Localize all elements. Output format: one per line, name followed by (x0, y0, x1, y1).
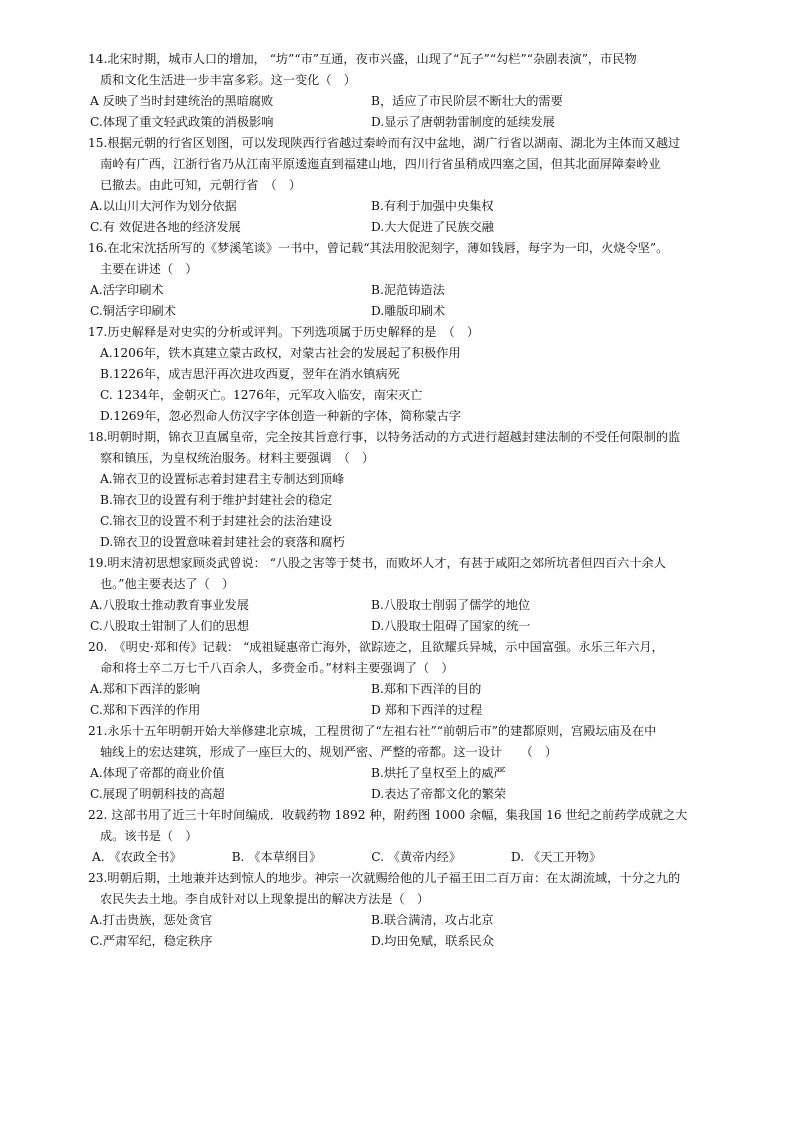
option-d[interactable]: D.表达了帝都文化的繁荣 (371, 787, 507, 801)
question-15 (88, 133, 728, 238)
option-d[interactable]: D 郑和下西洋的过程 (371, 703, 483, 717)
option-b[interactable]: B.八股取士削弱了儒学的地位 (371, 598, 531, 612)
question-stem-continued: 也。”他主要表达了（ ） (100, 577, 235, 591)
option-a[interactable]: A.打击贵族，惩处贪官 (90, 913, 213, 927)
option-b[interactable]: B.有利于加强中央集权 (371, 199, 494, 213)
option-b[interactable]: B.泥范铸造法 (371, 283, 445, 297)
option-c[interactable]: C.八股取士钳制了人们的思想 (90, 619, 250, 633)
option-a[interactable]: A. 《农政全书》 (92, 850, 182, 864)
question-14 (88, 49, 728, 133)
option-d[interactable]: D. 《天工开物》 (510, 850, 602, 864)
option-a[interactable]: A.1206年，铁木真建立蒙古政权，对蒙古社会的发展起了积极作用 (100, 346, 461, 360)
option-a[interactable]: A.锦衣卫的设置标志着封建君主专制达到顶峰 (100, 472, 345, 486)
question-stem: 14.北宋时期，城市人口的增加， “坊”“市”互通，夜市兴盛，山现了“瓦子”“勾栏”“杂剧表演”，市民物 (88, 52, 637, 66)
option-d[interactable]: D.均田免赋，联系民众 (371, 934, 494, 948)
option-b[interactable]: B.联合满清，攻占北京 (371, 913, 494, 927)
option-c[interactable]: C.展现了明朝科技的高超 (90, 787, 225, 801)
question-stem-continued: 农民失去土地。李自成针对以上现象提出的解决方法是（ ） (100, 892, 430, 906)
option-c[interactable]: C. 《黄帝内经》 (371, 850, 462, 864)
option-b[interactable]: B.锦衣卫的设置有利于维护封建社会的稳定 (100, 493, 333, 507)
option-b[interactable]: B.郑和下西洋的目的 (371, 682, 482, 696)
options (88, 910, 728, 952)
option-d[interactable]: D.大大促进了民族交融 (371, 220, 494, 234)
option-b[interactable]: B.1226年，成吉思汗再次进攻西夏，翌年在消水镇病死 (100, 367, 400, 381)
question-19 (88, 553, 728, 637)
option-c[interactable]: C.严肃军纪，稳定秩序 (90, 934, 213, 948)
question-stem: 21.永乐十五年明朝开始大举修建北京城，工程贯彻了“左祖右社”“前朝后市”的建都原则，宫殿坛庙及在中 (88, 724, 657, 738)
option-d[interactable]: D.显示了唐朝勃雷制度的延续发展 (371, 115, 555, 129)
exam-page (88, 49, 728, 952)
option-c[interactable]: C.锦衣卫的设置不利于封建社会的法治建设 (100, 514, 333, 528)
question-stem: 20. 《明史·郑和传》记载： “成祖疑惠帝亡海外，欲踪迹之，且欲耀兵异城，示中国富强。永乐三年六月， (88, 640, 664, 654)
question-stem: 19.明末清初思想家顾炎武曾说： “八股之害等于焚书，而败坏人才，有甚于咸阳之郊所坑者但四百六十余人 (88, 556, 666, 570)
question-stem-continued: 已撤去。由此可知，元朝行省 （ ） (100, 178, 302, 192)
options (88, 196, 728, 238)
question-stem-continued: 成。该书是（ ） (100, 829, 198, 843)
question-stem: 16.在北宋沈括所写的《梦溪笔谈》一书中，曾记载“其法用胶泥刻字，薄如钱唇，每字为一印，火烧令坚”。 (88, 241, 669, 255)
options (88, 679, 728, 721)
question-21 (88, 721, 728, 805)
option-a[interactable]: A.八股取士推动教育事业发展 (90, 598, 249, 612)
question-stem: 23.明朝后期，土地兼并达到惊人的地步。神宗一次就赐给他的儿子福王田二百万亩：在太湖流域，十分之九的 (88, 871, 681, 885)
question-stem-continued: 察和镇压，为皇权统治服务。材料主要强调 （ ） (100, 451, 375, 465)
option-b[interactable]: B，适应了市民阶层不断壮大的需要 (371, 94, 563, 108)
option-d[interactable]: D.1269年，忽必烈命人仿汉字字体创造一种新的字体，简称蒙古字 (100, 409, 462, 423)
question-stem: 15.根据元朝的行省区划图，可以发现陕西行省越过秦岭而有汉中盆地，湖广行省以湖南、湖北为主体而又越过 (88, 136, 681, 150)
option-c[interactable]: C.有 效促进各地的经济发展 (90, 220, 241, 234)
question-stem-continued: 质和文化生活进一步丰富多彩。这一变化（ ） (100, 73, 356, 87)
options (88, 280, 728, 322)
question-22 (88, 805, 728, 868)
question-17 (88, 322, 728, 427)
question-16 (88, 238, 728, 322)
option-a[interactable]: A.体现了帝都的商业价值 (90, 766, 225, 780)
question-stem: 18.明朝时期，锦衣卫直属皇帝，完全按其旨意行事，以特务活动的方式进行超越封建法制的不受任何限制的监 (88, 430, 681, 444)
options (88, 91, 728, 133)
options (88, 847, 728, 868)
option-c[interactable]: C.铜活字印刷术 (90, 304, 176, 318)
option-b[interactable]: B.烘托了皇权至上的威严 (371, 766, 506, 780)
option-d[interactable]: D.八股取士阻碍了国家的统一 (371, 619, 531, 633)
option-d[interactable]: D.雕版印刷术 (371, 304, 446, 318)
question-stem-continued: 命和将士卒二万七千八百余人，多赍金币。”材料主要强调了（ ） (100, 661, 454, 675)
option-a[interactable]: A 反映了当时封建统治的黑暗腐败 (90, 94, 274, 108)
question-stem-continued: 南岭有广西，江浙行省乃从江南平原逶迤直到福建山地，四川行省虽稍成四塞之国，但其北面屏障秦岭业 (100, 157, 661, 171)
question-stem: 17.历史解释是对史实的分析或评判。下列选项属于历史解释的是 （ ） (88, 325, 480, 339)
question-stem-continued: 轴线上的宏达建筑，形成了一座巨大的、规划严密、严整的帝都。这一设计 （ ） (100, 745, 558, 759)
options (88, 469, 728, 553)
options (88, 595, 728, 637)
option-a[interactable]: A.活字印刷术 (90, 283, 164, 297)
options (88, 763, 728, 805)
option-c[interactable]: C.体现了重文轻武政策的消极影响 (90, 115, 274, 129)
question-stem-continued: 主要在讲述（ ） (100, 262, 198, 276)
option-a[interactable]: A.以山川大河作为划分依据 (90, 199, 237, 213)
question-stem: 22. 这部书用了近三十年时间编成．收载药物 1892 种，附药图 1000 余幅，集我国 16 世纪之前药学成就之大 (88, 808, 688, 822)
question-18 (88, 427, 728, 553)
question-23 (88, 868, 728, 952)
option-d[interactable]: D.锦衣卫的设置意味着封建社会的衰落和腐朽 (100, 535, 345, 549)
option-c[interactable]: C. 1234年，金朝灭亡。1276年，元军攻入临安，南宋灭亡 (100, 388, 423, 402)
question-20 (88, 637, 728, 721)
options (88, 343, 728, 427)
option-c[interactable]: C.郑和下西洋的作用 (90, 703, 201, 717)
option-b[interactable]: B. 《本草纲目》 (231, 850, 322, 864)
option-a[interactable]: A.郑和下西洋的影响 (90, 682, 201, 696)
